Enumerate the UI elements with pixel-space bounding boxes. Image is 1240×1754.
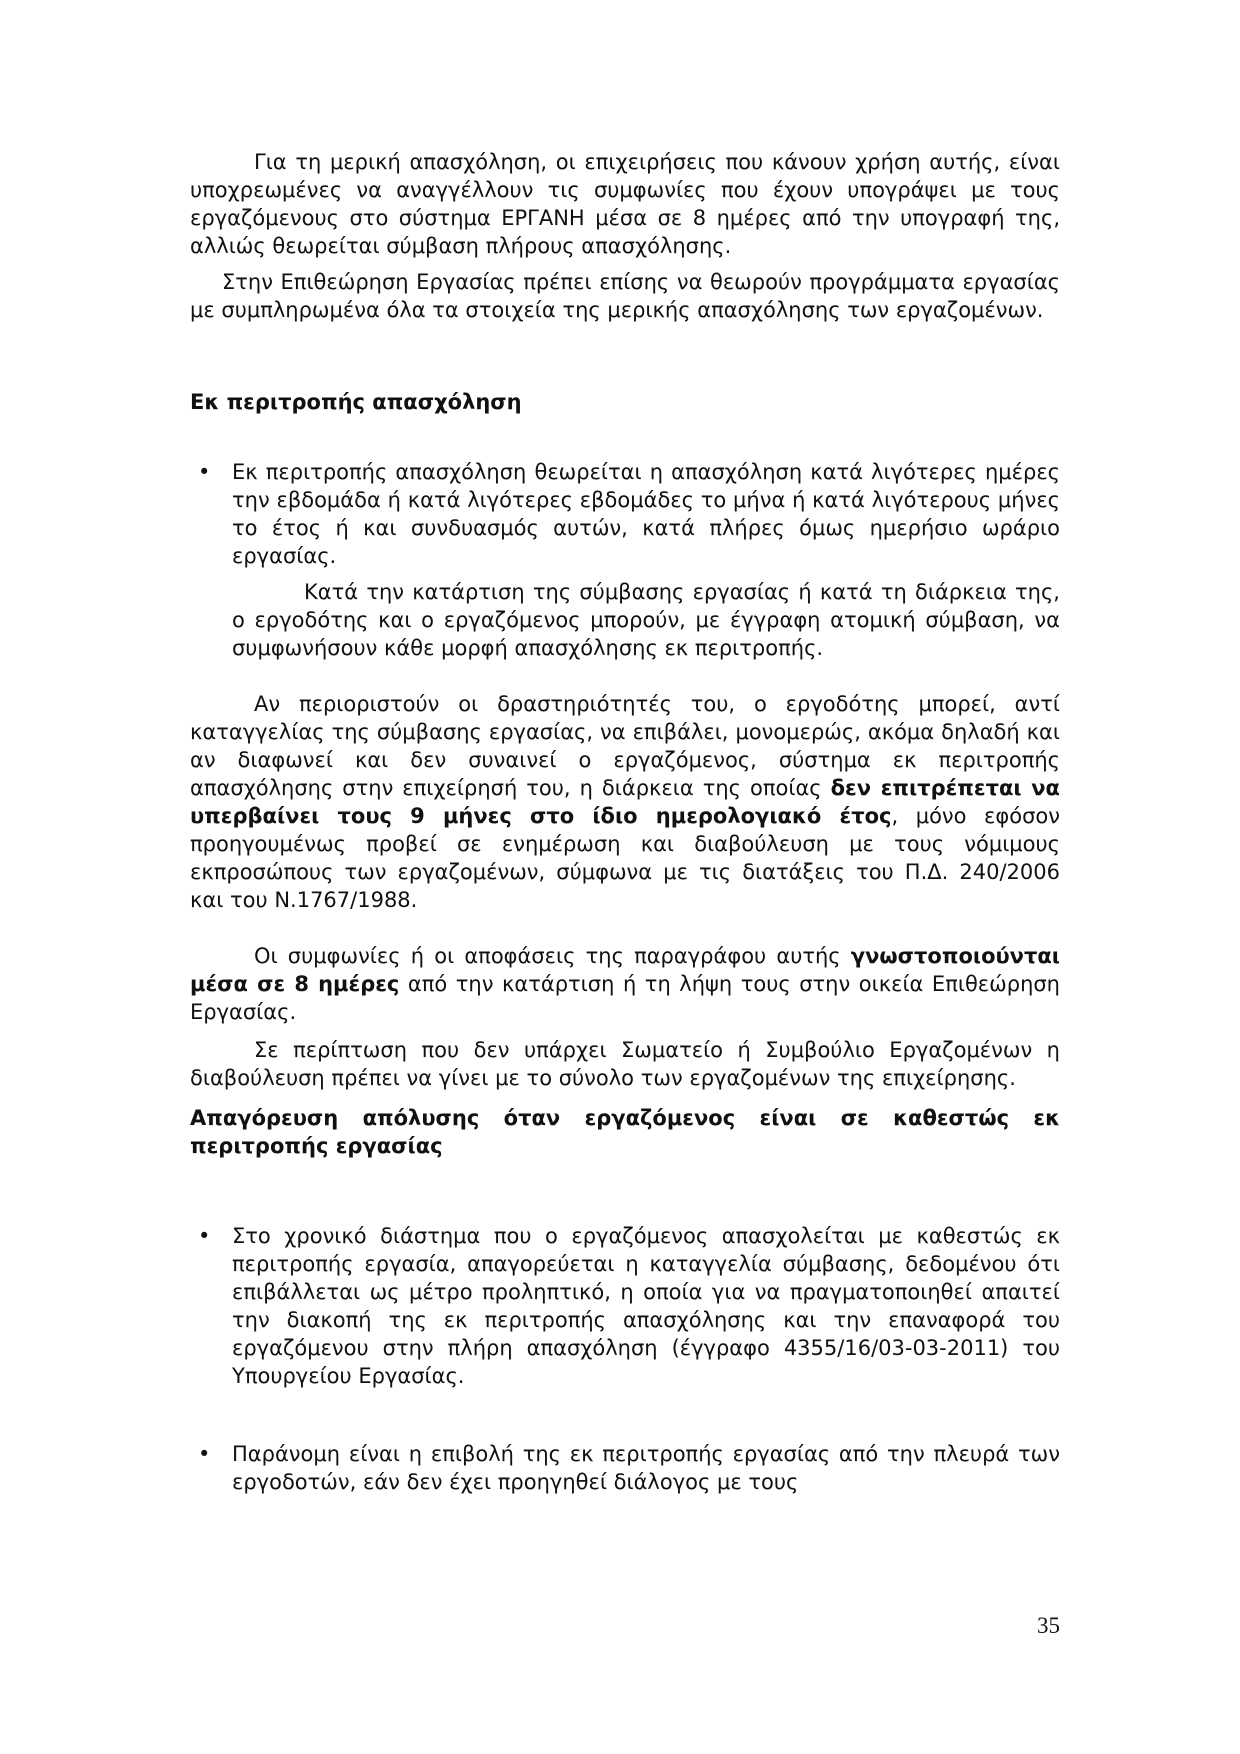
heading-rotational-employment: Εκ περιτροπής απασχόληση [190,390,522,414]
bullet-marker: • [198,1442,211,1466]
bullet-text: Παράνομη είναι η επιβολή της εκ περιτροπής εργασίας από την πλευρά των εργοδοτών, εάν δεν έχει προηγηθεί διάλογος με τους [232,1442,1060,1494]
bullet-marker: • [198,1224,211,1248]
bullet-rotational-definition [190,458,1060,570]
paragraph-contract-agreement: Κατά την κατάρτιση της σύμβασης εργασίας ή κατά τη διάρκεια της, ο εργοδότης και ο εργαζόμενος μπορούν, με έγγραφη ατομική σύμβαση, να συμφωνήσουν κάθε μορφή απασχόλησης εκ περιτροπής. [232,580,1060,660]
emphasis-eight-days: γνωστοποιούνται μέσα σε 8 ημέρες [190,944,1060,996]
paragraph-consultation: Σε περίπτωση που δεν υπάρχει Σωματείο ή Συμβούλιο Εργαζομένων η διαβούλευση πρέπει να γίνει με το σύνολο των εργαζομένων της επιχείρησης. [190,1038,1060,1090]
paragraph-text: Αν περιοριστούν οι δραστηριότητές του, ο εργοδότης μπορεί, αντί καταγγελίας της σύμβασης εργασίας, να επιβάλει, μονομερώς, ακόμα δηλαδή και αν διαφωνεί και δεν συναινεί ο εργαζόμενος, σύστημα εκ περιτροπής απασχόλησης στην επιχείρησή του, η διάρκεια της οποίας [190,692,1060,800]
paragraph-text: Οι συμφωνίες ή οι αποφάσεις της παραγράφου αυτής [254,944,851,968]
text-column [190,148,1060,1496]
emphasis-nine-months: δεν επιτρέπεται να υπερβαίνει τους 9 μήνες στο ίδιο ημερολογιακό έτος [190,776,1060,828]
bullet-text: Εκ περιτροπής απασχόληση θεωρείται η απασχόληση κατά λιγότερες ημέρες την εβδομάδα ή κατά λιγότερες εβδομάδες το μήνα ή κατά λιγότερους μήνες το έτος ή και συνδυασμός αυτών, κατά πλήρες όμως ημερήσιο ωράριο εργασίας. [232,460,1060,568]
bullet-text: Στο χρονικό διάστημα που ο εργαζόμενος απασχολείται με καθεστώς εκ περιτροπής εργασία, απαγορεύεται η καταγγελία σύμβασης, δεδομένου ότι επιβάλλεται ως μέτρο προληπτικό, η οποία για να πραγματοποιηθεί απαιτεί την διακοπή της εκ περιτροπής απασχόλησης και την επαναφορά του εργαζόμενου στην πλήρη απασχόληση (έγγραφο 4355/16/03-03-2011) του Υπουργείου Εργασίας. [232,1224,1060,1388]
bullet-dismissal-prohibition [190,1222,1060,1390]
bullet-marker: • [198,460,211,484]
page-number: 35 [1037,1613,1060,1638]
paragraph-labour-inspection: Στην Επιθεώρηση Εργασίας πρέπει επίσης να θεωρούν προγράμματα εργασίας με συμπληρωμένα όλα τα στοιχεία της μερικής απασχόλησης των εργαζομένων. [190,270,1060,322]
paragraph-employer-imposition [190,690,1060,914]
paragraph-notification [190,942,1060,1026]
bullet-illegal-imposition [190,1440,1060,1496]
heading-dismissal-ban: Απαγόρευση απόλυσης όταν εργαζόμενος είναι σε καθεστώς εκ περιτροπής εργασίας [190,1106,1060,1158]
paragraph-part-time-notice: Για τη μερική απασχόληση, οι επιχειρήσεις που κάνουν χρήση αυτής, είναι υποχρεωμένες να αναγγέλλουν τις συμφωνίες που έχουν υπογράψει με τους εργαζόμενους στο σύστημα ΕΡΓΑΝΗ μέσα σε 8 ημέρες από την υπογραφή της, αλλιώς θεωρείται σύμβαση πλήρους απασχόλησης. [190,150,1060,258]
paragraph-text: από την κατάρτιση ή τη λήψη τους στην οικεία Επιθεώρηση Εργασίας. [190,972,1060,1024]
paragraph-text: , μόνο εφόσον προηγουμένως προβεί σε ενημέρωση και διαβούλευση με τους νόμιμους εκπροσώπους των εργαζομένων, σύμφωνα με τις διατάξεις του Π.Δ. 240/2006 και του Ν.1767/1988. [190,804,1060,912]
